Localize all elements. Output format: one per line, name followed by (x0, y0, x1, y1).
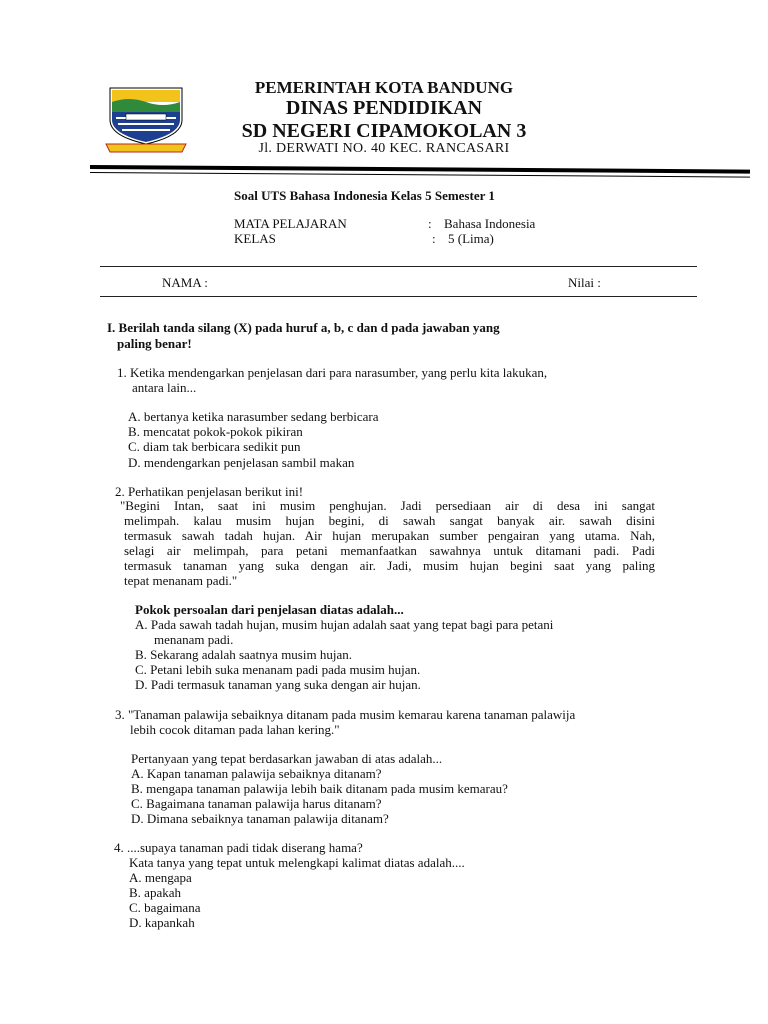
q2-passage-line3: termasuk sawah tadah hujan. Air hujan merupakan sumber pengairan yang utama. Nah, (124, 528, 655, 543)
q4-text-line1: 4. ....supaya tanaman padi tidak diserang hama? (114, 840, 363, 855)
q3-option-c: C. Bagaimana tanaman palawija harus ditanam? (131, 796, 382, 811)
q4-option-d: D. kapankah (129, 915, 195, 930)
q2-option-a-line2: menanam padi. (154, 632, 234, 647)
q2-question: Pokok persoalan dari penjelasan diatas adalah... (135, 602, 404, 617)
q1-text-line2: antara lain... (132, 380, 197, 395)
subject-value: Bahasa Indonesia (444, 216, 536, 231)
city-emblem-logo (104, 86, 188, 154)
q4-option-a: A. mengapa (129, 870, 192, 885)
q2-passage-line2: melimpah. kalau musim hujan begini, di sawah sangat banyak air. sawah disini (124, 513, 655, 528)
class-value: 5 (Lima) (448, 231, 494, 246)
instruction-line1: I. Berilah tanda silang (X) pada huruf a, b, c dan d pada jawaban yang (107, 320, 500, 335)
q4-option-c: C. bagaimana (129, 900, 201, 915)
header-agency: DINAS PENDIDIKAN (285, 97, 483, 119)
header-government: PEMERINTAH KOTA BANDUNG (254, 78, 514, 97)
q2-passage-line6: tepat menanam padi." (124, 573, 238, 588)
q1-text-line1: 1. Ketika mendengarkan penjelasan dari para narasumber, yang perlu kita lakukan, (117, 365, 548, 380)
class-label: KELAS (234, 231, 276, 246)
q2-option-b: B. Sekarang adalah saatnya musim hujan. (135, 647, 352, 662)
q2-passage-line1: "Begini Intan, saat ini musim penghujan. Jadi persediaan air di desa ini sangat (120, 498, 655, 513)
class-colon: : (432, 231, 436, 246)
q1-option-b: B. mencatat pokok-pokok pikiran (128, 424, 303, 439)
q2-intro: 2. Perhatikan penjelasan berikut ini! (115, 484, 304, 499)
q1-option-c: C. diam tak berbicara sedikit pun (128, 439, 301, 454)
q3-question: Pertanyaan yang tepat berdasarkan jawaban di atas adalah... (131, 751, 443, 766)
q3-text-line2: lebih cocok ditaman pada lahan kering." (130, 722, 340, 737)
q2-option-d: D. Padi termasuk tanaman yang suka dengan air hujan. (135, 677, 421, 692)
header-address: Jl. DERWATI NO. 40 KEC. RANCASARI (258, 141, 510, 156)
q2-passage-line5: termasuk tanaman yang suka dengan air. Jadi, musim hujan begini saat yang paling (124, 558, 655, 573)
name-box-bottom-line (100, 296, 697, 297)
q1-option-d: D. mendengarkan penjelasan sambil makan (128, 455, 355, 470)
instruction-line2: paling benar! (117, 336, 192, 351)
score-label: Nilai : (568, 275, 601, 290)
q3-text-line1: 3. "Tanaman palawija sebaiknya ditanam pada musim kemarau karena tanaman palawija (115, 707, 576, 722)
name-label: NAMA : (162, 275, 208, 290)
q4-text-line2: Kata tanya yang tepat untuk melengkapi kalimat diatas adalah.... (129, 855, 465, 870)
q2-passage-line4: selagi air melimpah, para petani memanfaatkan sawahnya untuk ditamani padi. Padi (124, 543, 655, 558)
header-school: SD NEGERI CIPAMOKOLAN 3 (241, 120, 527, 142)
q3-option-b: B. mengapa tanaman palawija lebih baik ditanam pada musim kemarau? (131, 781, 508, 796)
q4-option-b: B. apakah (129, 885, 181, 900)
q3-option-a: A. Kapan tanaman palawija sebaiknya ditanam? (131, 766, 382, 781)
q3-option-d: D. Dimana sebaiknya tanaman palawija ditanam? (131, 811, 389, 826)
subject-colon: : (428, 216, 432, 231)
name-box-top-line (100, 266, 697, 267)
exam-title: Soal UTS Bahasa Indonesia Kelas 5 Semester 1 (234, 188, 495, 203)
subject-label: MATA PELAJARAN (234, 216, 347, 231)
q2-option-a-line1: A. Pada sawah tadah hujan, musim hujan adalah saat yang tepat bagi para petani (135, 617, 554, 632)
q1-option-a: A. bertanya ketika narasumber sedang berbicara (128, 409, 379, 424)
q2-option-c: C. Petani lebih suka menanam padi pada musim hujan. (135, 662, 421, 677)
